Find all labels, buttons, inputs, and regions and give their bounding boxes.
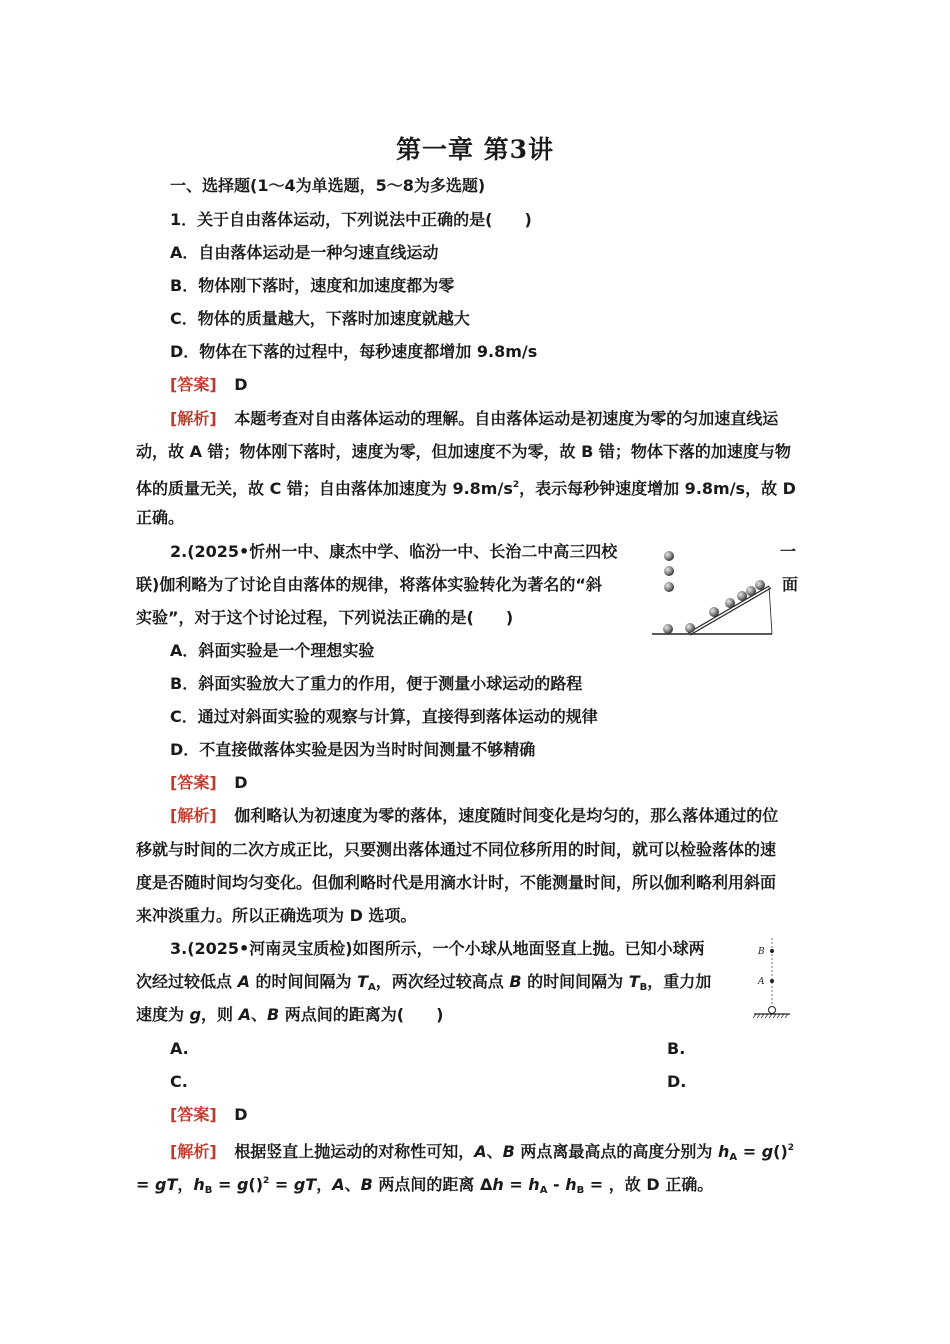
point-a-label: A: [758, 977, 765, 987]
q3-stem-line-3: 速度为 g，则 A、B 两点间的距离为( ): [136, 1005, 444, 1024]
q1-stem: 1．关于自由落体运动，下列说法中正确的是( ): [170, 210, 532, 229]
q3-stem-line-1: 3.(2025•河南灵宝质检)如图所示，一个小球从地面竖直上抛。已知小球两: [170, 939, 705, 958]
analysis-text: ，表示每秒钟速度增加 9.8m/s，故 D: [519, 479, 796, 498]
ball: [725, 598, 735, 608]
analysis-tag: [解析]: [170, 409, 217, 428]
analysis-tag: [解析]: [170, 1142, 217, 1161]
ball: [746, 586, 756, 596]
analysis-tag: [解析]: [170, 806, 217, 825]
q2-option-d: D．不直接做落体实验是因为当时时间测量不够精确: [170, 740, 536, 759]
section-heading: 一、选择题(1～4为单选题，5～8为多选题): [170, 176, 486, 195]
q3-option-a: A.: [170, 1039, 189, 1058]
answer-value: D: [234, 375, 248, 394]
q2-analysis-line-2: 移就与时间的二次方成正比，只要测出落体通过不同位移所用的时间，就可以检验落体的速: [136, 840, 777, 859]
q2-stem-right-2: 面: [782, 575, 799, 594]
ball: [663, 624, 673, 634]
ball: [737, 591, 747, 601]
q2-stem-line-1: 2.(2025•忻州一中、康杰中学、临汾一中、长治二中高三四校: [170, 542, 618, 561]
q2-option-a: A．斜面实验是一个理想实验: [170, 641, 375, 660]
q3-option-b: B.: [667, 1039, 686, 1058]
answer-tag: [答案]: [170, 1105, 217, 1124]
q1-answer: [170, 375, 248, 395]
answer-tag: [答案]: [170, 375, 217, 394]
ball: [664, 582, 674, 592]
superscript: 2: [512, 480, 520, 490]
q3-option-c: C.: [170, 1072, 188, 1091]
q2-analysis-line-3: 度是否随时间均匀变化。但伽利略时代是用滴水计时，不能测量时间，所以伽利略利用斜面: [136, 873, 777, 892]
q2-option-c: C．通过对斜面实验的观察与计算，直接得到落体运动的规律: [170, 707, 598, 726]
answer-value: D: [234, 773, 248, 792]
q2-answer: [170, 773, 248, 793]
page-title: 第一章 第3讲: [395, 135, 555, 164]
vertical-throw-figure: [748, 932, 796, 1020]
ball: [685, 623, 695, 633]
analysis-text: 体的质量无关，故 C 错；自由落体加速度为 9.8m/s: [136, 479, 513, 498]
ball: [664, 551, 674, 561]
q1-option-d: D．物体在下落的过程中，每秒速度都增加 9.8m/s: [170, 342, 538, 361]
q1-option-c: C．物体的质量越大，下落时加速度就越大: [170, 309, 470, 328]
q1-analysis-line-4: 正确。: [136, 508, 185, 527]
q1-analysis-line-3: [136, 475, 796, 499]
q2-option-b: B．斜面实验放大了重力的作用，便于测量小球运动的路程: [170, 674, 583, 693]
q1-option-b: B．物体刚下落时，速度和加速度都为零: [170, 276, 455, 295]
q2-analysis-line-1: [170, 806, 778, 826]
q1-analysis-line-1: [170, 409, 778, 429]
point-b-label: B: [758, 947, 765, 957]
q3-analysis-line-2: = gT，$h_B = g()^2$ = gT，A、B 两点间的距离 $\Delta h = h_A - h_B$ = ，故 D 正确。: [136, 1175, 714, 1196]
q2-analysis-line-4: 来冲淡重力。所以正确选项为 D 选项。: [136, 906, 417, 925]
ball: [664, 566, 674, 576]
q2-stem-line-3: 实验”，对于这个讨论过程，下列说法正确的是( ): [136, 608, 514, 627]
ball: [709, 607, 719, 617]
analysis-text: 本题考查对自由落体运动的理解。自由落体运动是初速度为零的匀加速直线运: [234, 409, 779, 428]
q3-stem-line-2: 次经过较低点 A 的时间间隔为 $T_A$，两次经过较高点 B 的时间间隔为 $T_B$，重力加: [136, 972, 712, 993]
q3-option-d: D.: [667, 1072, 687, 1091]
q1-option-a: A．自由落体运动是一种匀速直线运动: [170, 243, 439, 262]
q2-stem-right-1: 一: [780, 542, 797, 561]
q3-analysis-line-1: [解析] 根据竖直上抛运动的对称性可知，A、B 两点离最高点的高度分别为 $h_A = g()^2$: [170, 1142, 795, 1163]
analysis-text: 伽利略认为初速度为零的落体，速度随时间变化是均匀的，那么落体通过的位: [234, 806, 779, 825]
answer-tag: [答案]: [170, 773, 217, 792]
q3-answer: [170, 1105, 248, 1125]
q2-stem-line-2: 联)伽利略为了讨论自由落体的规律，将落体实验转化为著名的“斜: [136, 575, 602, 594]
q1-analysis-line-2: 动，故 A 错；物体刚下落时，速度为零，但加速度不为零，故 B 错；物体下落的加速度与物: [136, 442, 791, 461]
answer-value: D: [234, 1105, 248, 1124]
ball: [755, 580, 765, 590]
incline-experiment-figure: [648, 544, 776, 638]
